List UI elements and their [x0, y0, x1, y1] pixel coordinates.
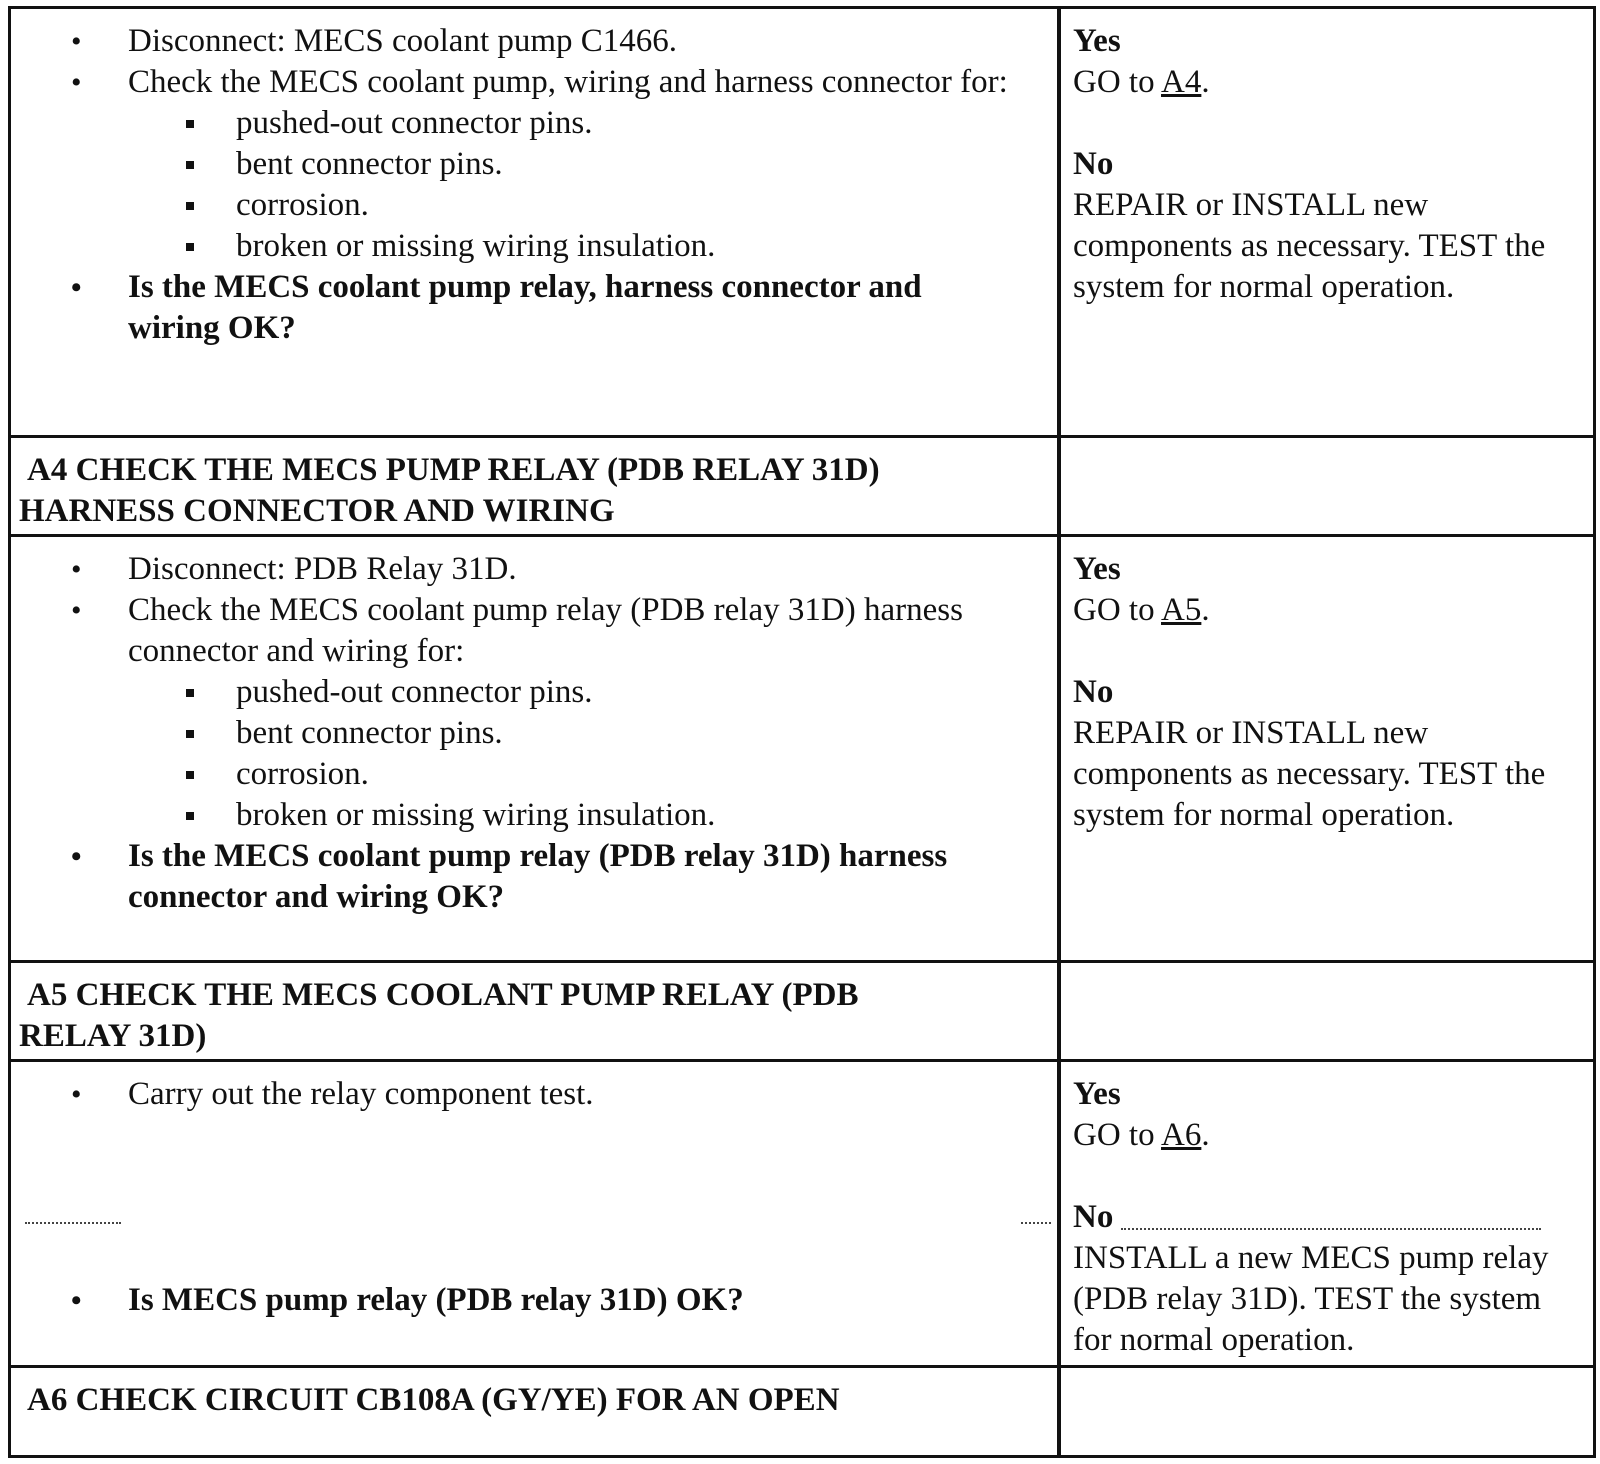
a3-no-label: No: [1073, 146, 1114, 182]
table-row-a4-body: [11, 537, 1593, 960]
a5-heading: [11, 963, 1057, 1059]
a4-instructions-cell: [11, 537, 1057, 960]
a3-go-to-a4-link[interactable]: A4: [1161, 64, 1202, 100]
a4-no-label: No: [1073, 674, 1114, 710]
a4-yes-action: [1073, 590, 1593, 631]
table-row-a3-body: [11, 9, 1593, 435]
a5-heading-line-1: A5 CHECK THE MECS COOLANT PUMP RELAY (PDB: [27, 977, 859, 1013]
table-row-a5-heading: [11, 963, 1593, 1059]
a3-yes-suffix: .: [1201, 64, 1210, 100]
a5-yes-label: Yes: [1073, 1076, 1121, 1112]
diagnostic-table: [8, 6, 1596, 1458]
a4-yes-suffix: .: [1201, 592, 1210, 628]
a4-heading-line-2: HARNESS CONNECTOR AND WIRING: [19, 493, 615, 529]
table-row-a6-heading: [11, 1368, 1593, 1455]
a4-bullet-2: [11, 590, 1057, 836]
a3-yes-prefix: GO to: [1073, 64, 1162, 100]
a3-bullet-1: • Disconnect: MECS coolant pump C1466.: [11, 21, 1057, 62]
a5-heading-line-2: RELAY 31D): [19, 1018, 207, 1054]
a5-bullet-1: • Carry out the relay component test.: [11, 1074, 1057, 1115]
a4-bullet-2-text: Check the MECS coolant pump relay (PDB relay 31D) harness connector and wiring for:: [128, 592, 963, 669]
a4-sub-bullet-1: pushed-out connector pins.: [128, 672, 1057, 713]
a5-question: • Is MECS pump relay (PDB relay 31D) OK?: [11, 1280, 1057, 1321]
a4-sub-bullet-4: broken or missing wiring insulation.: [128, 795, 1057, 836]
table-row-a5-body: [11, 1062, 1593, 1365]
scan-artifact-line: [1021, 1222, 1051, 1224]
a3-sub-bullet-3: corrosion.: [128, 185, 1057, 226]
a3-question: • Is the MECS coolant pump relay, harness connector and wiring OK?: [11, 267, 1057, 349]
a6-heading: [11, 1368, 1057, 1455]
a5-no-action: INSTALL a new MECS pump relay (PDB relay 31D). TEST the system for normal operation.: [1073, 1240, 1549, 1358]
a3-sub-bullet-1: pushed-out connector pins.: [128, 103, 1057, 144]
a3-bullet-2-text: Check the MECS coolant pump, wiring and harness connector for:: [128, 64, 1008, 100]
table-row-a4-heading: [11, 438, 1593, 534]
a6-heading-empty-cell: [1061, 1368, 1593, 1455]
a3-sub-bullet-2: bent connector pins.: [128, 144, 1057, 185]
a3-result-cell: [1061, 9, 1593, 435]
a4-yes-prefix: GO to: [1073, 592, 1162, 628]
scan-artifact-line: [25, 1222, 121, 1224]
a3-yes-label: Yes: [1073, 23, 1121, 59]
a4-result-cell: [1061, 537, 1593, 960]
a5-instructions-cell: [11, 1062, 1057, 1365]
a3-yes-action: [1073, 62, 1593, 103]
a4-bullet-1: • Disconnect: PDB Relay 31D.: [11, 549, 1057, 590]
a4-heading: [11, 438, 1057, 534]
a4-sub-bullet-3: corrosion.: [128, 754, 1057, 795]
a6-heading-line-1: A6 CHECK CIRCUIT CB108A (GY/YE) FOR AN OPEN: [27, 1382, 840, 1418]
a4-question: • Is the MECS coolant pump relay (PDB relay 31D) harness connector and wiring OK?: [11, 836, 1057, 918]
a4-heading-line-1: A4 CHECK THE MECS PUMP RELAY (PDB RELAY 31D): [27, 452, 880, 488]
a3-instructions-cell: [11, 9, 1057, 435]
a3-no-action: REPAIR or INSTALL new components as necessary. TEST the system for normal operation.: [1073, 187, 1546, 305]
a4-yes-label: Yes: [1073, 551, 1121, 587]
a5-heading-empty-cell: [1061, 963, 1593, 1059]
a4-no-action: REPAIR or INSTALL new components as necessary. TEST the system for normal operation.: [1073, 715, 1546, 833]
a5-yes-prefix: GO to: [1073, 1117, 1162, 1153]
a5-go-to-a6-link[interactable]: A6: [1161, 1117, 1202, 1153]
a5-yes-action: [1073, 1115, 1593, 1156]
a4-go-to-a5-link[interactable]: A5: [1161, 592, 1202, 628]
a5-result-cell: [1061, 1062, 1593, 1365]
a3-bullet-2: [11, 62, 1057, 267]
a4-sub-bullet-2: bent connector pins.: [128, 713, 1057, 754]
a5-no-label: No: [1073, 1199, 1114, 1235]
a4-heading-empty-cell: [1061, 438, 1593, 534]
a3-sub-bullet-4: broken or missing wiring insulation.: [128, 226, 1057, 267]
scan-artifact-line: [1121, 1228, 1541, 1230]
a5-yes-suffix: .: [1201, 1117, 1210, 1153]
